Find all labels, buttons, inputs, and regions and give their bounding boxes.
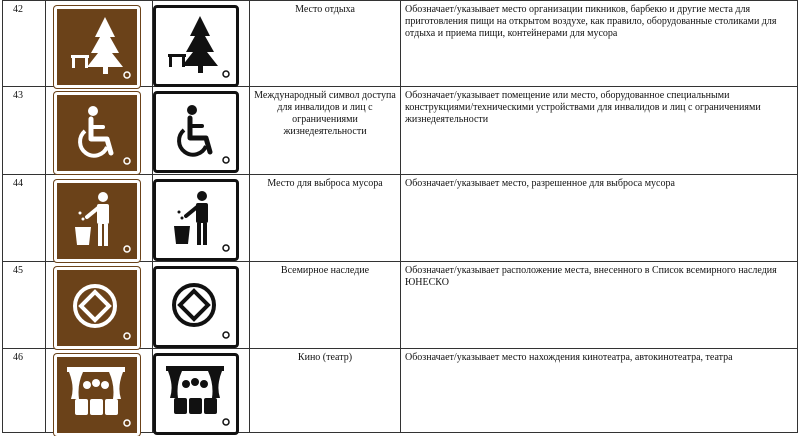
sign-name: Кино (театр) [250,349,401,433]
bw-sign-cell [153,175,250,262]
table-row [3,87,798,175]
sign-name: Всемирное наследие [250,262,401,349]
brown-sign-cell [46,1,153,87]
wheelchair-icon [153,91,239,173]
brown-sign-cell [46,87,153,175]
picnic-tree-icon [153,5,239,87]
trash-disposal-icon [54,180,140,262]
row-number: 45 [3,262,46,349]
brown-sign-cell [46,349,153,433]
brown-sign-cell [46,262,153,349]
bw-sign-cell [153,349,250,433]
row-number: 43 [3,87,46,175]
picnic-tree-icon [54,6,140,88]
sign-name: Международный символ доступа для инвалидов и лиц с ограничениями жизнедеятельности [250,87,401,175]
sign-description: Обозначает/указывает расположение места, внесенного в Список всемирного наследия ЮНЕСКО [401,262,798,349]
theater-icon [153,353,239,435]
bw-sign-cell [153,1,250,87]
trash-disposal-icon [153,179,239,261]
world-heritage-icon [153,266,239,348]
row-number: 44 [3,175,46,262]
sign-description: Обозначает/указывает место нахождения кинотеатра, автокинотеатра, театра [401,349,798,433]
bw-sign-cell [153,262,250,349]
row-number: 46 [3,349,46,433]
table-row [3,1,798,87]
bw-sign-cell [153,87,250,175]
table-row [3,349,798,433]
brown-sign-cell [46,175,153,262]
sign-description: Обозначает/указывает место организации пикников, барбекю и другие места для приготовления пищи на открытом воздухе, как правило, оборудованные столиками для отдыха и приема пищи, контейнерами для мусора [401,1,798,87]
sign-description: Обозначает/указывает место, разрешенное для выброса мусора [401,175,798,262]
theater-icon [54,354,140,436]
row-number: 42 [3,1,46,87]
sign-description: Обозначает/указывает помещение или место, оборудованное специальными конструкциями/техническими устройствами для инвалидов и лиц с ограничениями жизнедеятельности [401,87,798,175]
table-row [3,175,798,262]
world-heritage-icon [54,267,140,349]
sign-name: Место для выброса мусора [250,175,401,262]
signs-table [2,0,798,433]
sign-name: Место отдыха [250,1,401,87]
wheelchair-icon [54,92,140,174]
table-row [3,262,798,349]
